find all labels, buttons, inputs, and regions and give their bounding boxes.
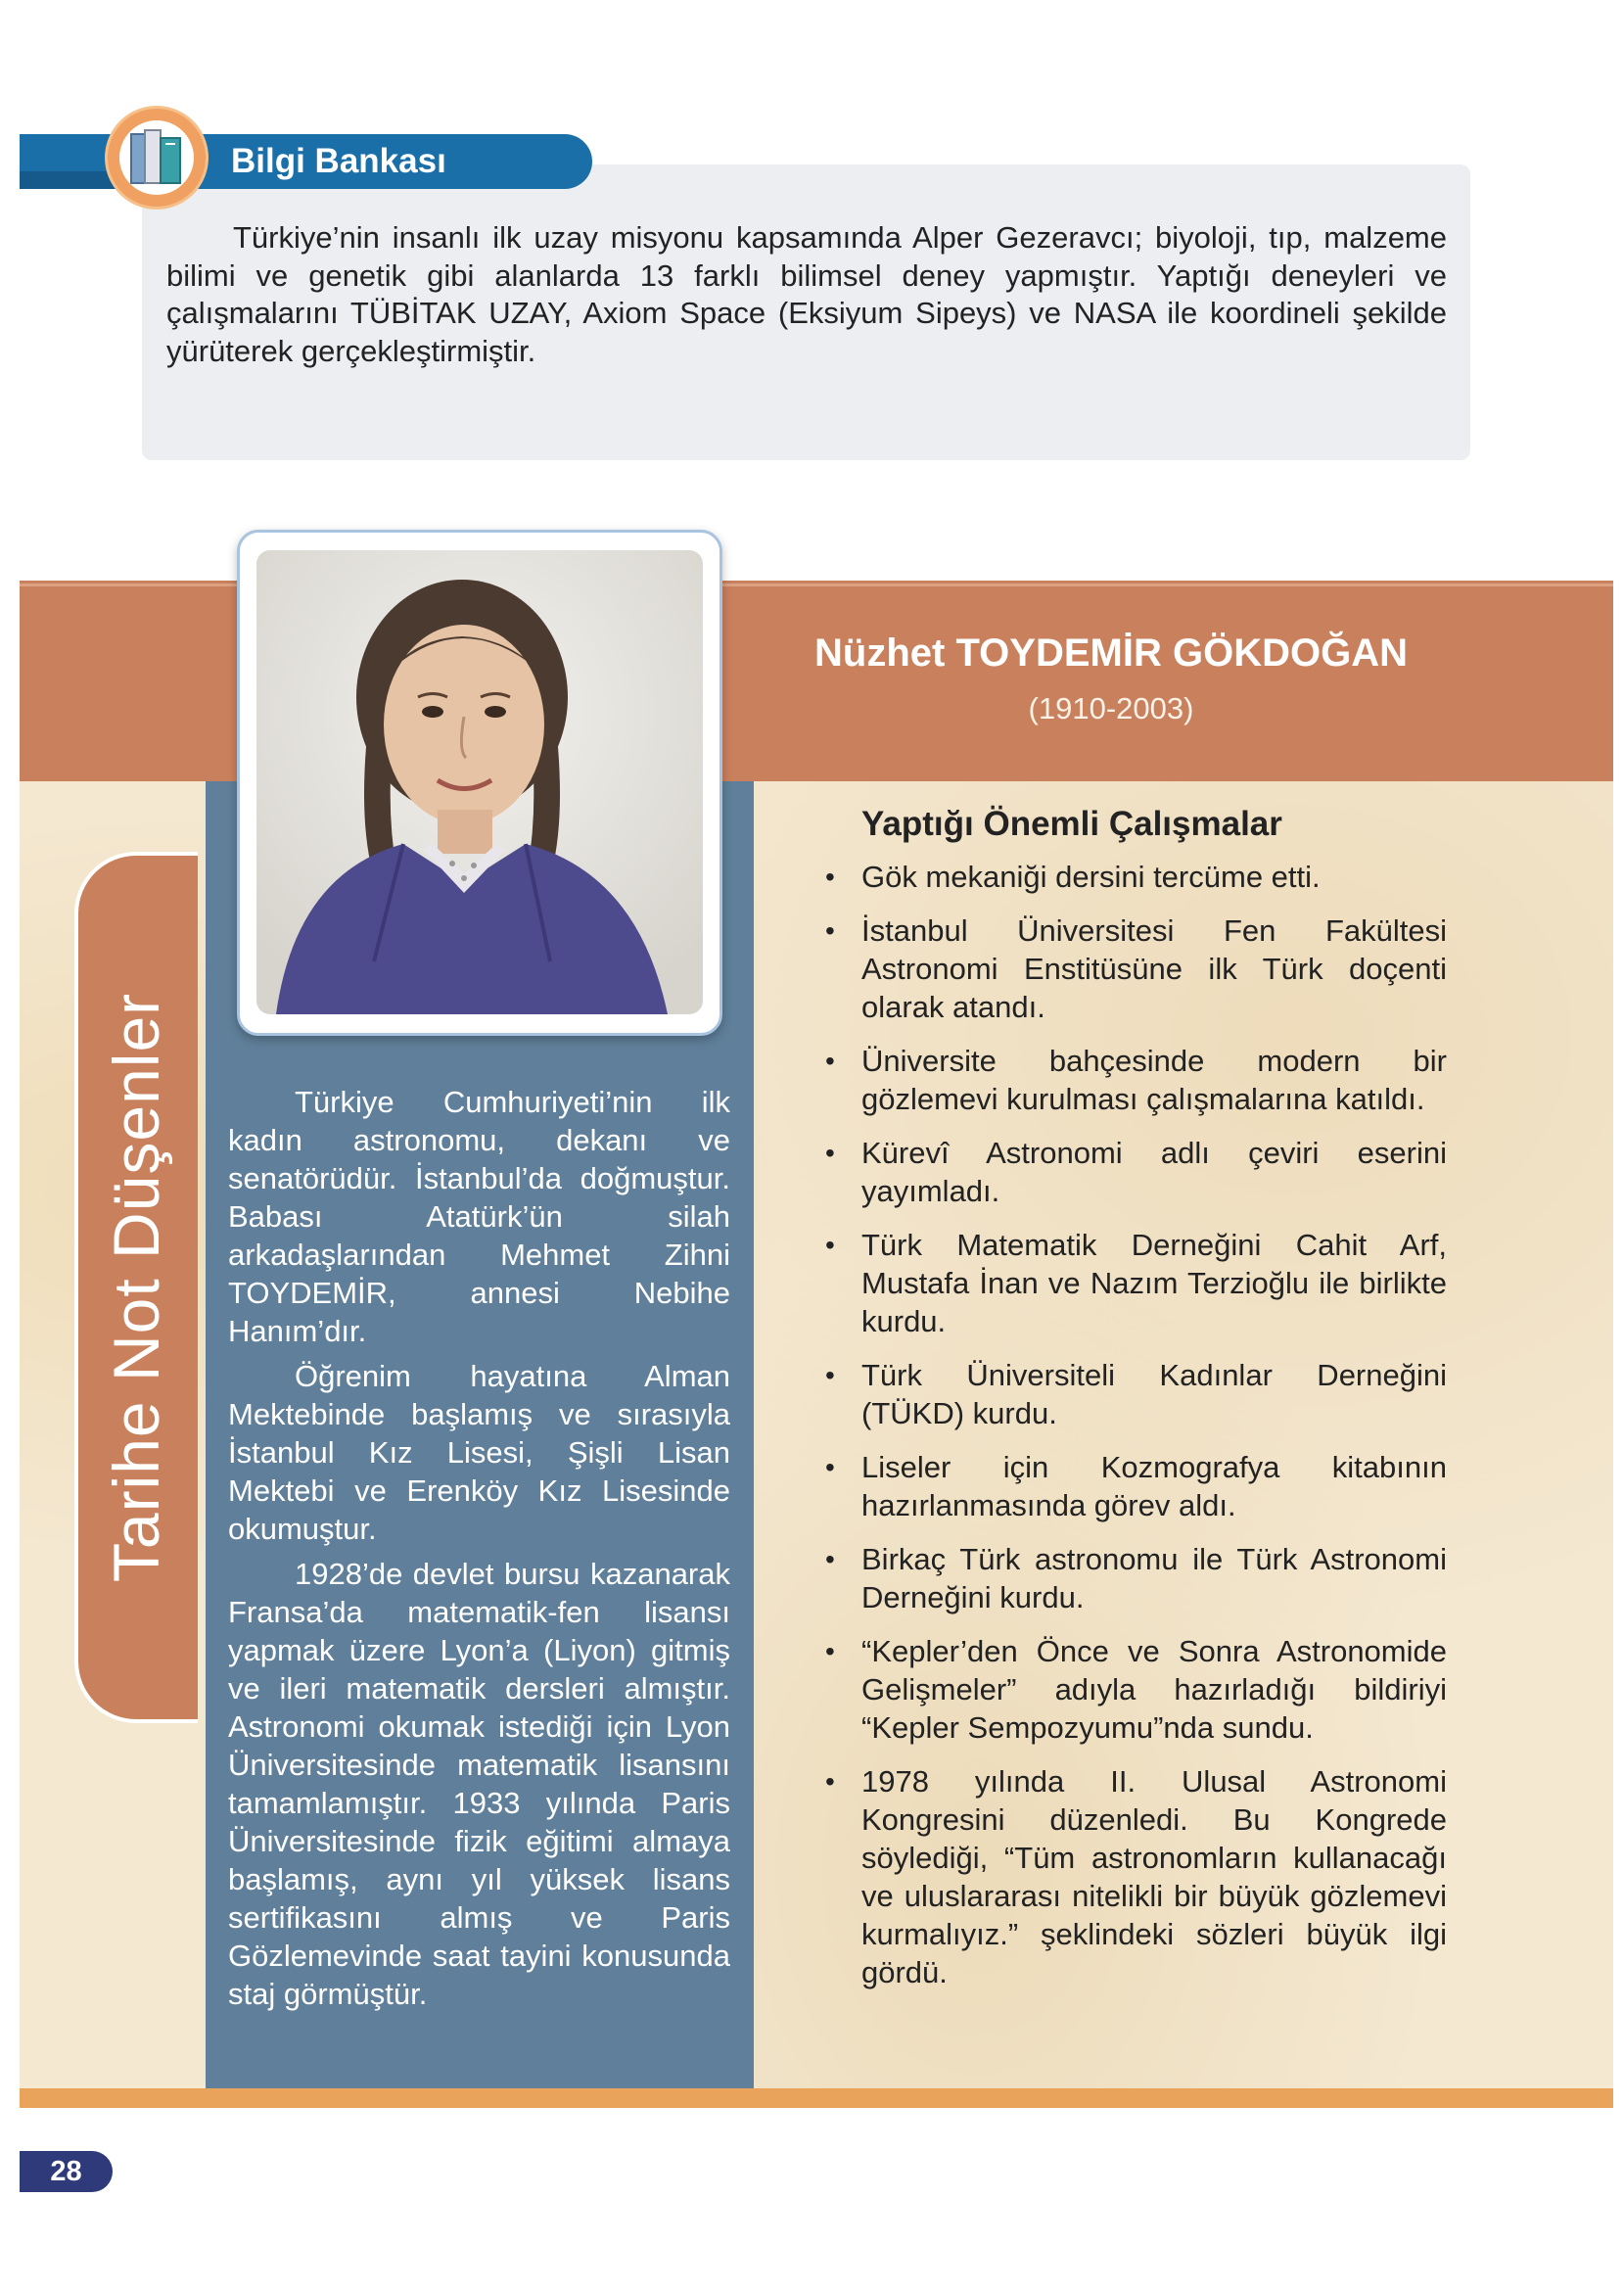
list-item: • Üniversite bahçesinde modern bir gözlemevi kurulması çalışmalarına katıldı. [817,1042,1447,1118]
list-item: • 1978 yılında II. Ulusal Astronomi Kongresini düzenledi. Bu Kongrede söylediği, “Tüm astronomların kullanacağı ve uluslararası nitelikli bir büyük gözlemevi kurmalıyız.” şeklindeki sözleri büyük ilgi gördü. [817,1762,1447,1991]
list-item: • İstanbul Üniversitesi Fen Fakültesi Astronomi Enstitüsüne ilk Türk doçenti olarak atandı. [817,912,1447,1026]
person-name: Nüzhet TOYDEMİR GÖKDOĞAN [814,631,1408,675]
portrait-image [256,550,703,1014]
list-item: • “Kepler’den Önce ve Sonra Astronomide Gelişmeler” adıyla hazırladığı bildiriyi “Kepler Sempozyumu”nda sundu. [817,1632,1447,1747]
page-number: 28 [20,2151,113,2192]
info-header-title: Bilgi Bankası [231,142,446,180]
bottom-accent-bar [20,2088,1613,2108]
bio-paragraph: 1928’de devlet bursu kazanarak Fransa’da matematik-fen lisansı yapmak üzere Lyon’a (Liyon) gitmiş ve ileri matematik dersleri almıştır. Astronomi okumak istediği için Lyon Üniversitesinde matematik lisansını tamamlamıştır. 1933 yılında Paris Üniversitesinde fizik eğitimi almaya başlamış, aynı yıl yüksek lisans sertifikasını almış ve Paris Gözlemevinde saat tayini konusunda staj görmüştür. [228,1557,730,2011]
books-icon [105,106,209,210]
person-dates: (1910-2003) [1028,691,1194,725]
list-item: • Türk Matematik Derneğini Cahit Arf, Mustafa İnan ve Nazım Terzioğlu ile birlikte kurdu. [817,1226,1447,1340]
bio-paragraph: Öğrenim hayatına Alman Mektebinde başlamış ve sırasıyla İstanbul Kız Lisesi, Şişli Lisan Mektebi ve Erenköy Kız Lisesinde okumuştur. [228,1359,730,1546]
works-list [817,858,1447,2007]
list-item: • Türk Üniversiteli Kadınlar Derneğini (TÜKD) kurdu. [817,1356,1447,1432]
bio-text [228,1083,730,2020]
list-item: • Liseler için Kozmografya kitabının hazırlanmasında görev aldı. [817,1448,1447,1524]
list-item: • Gök mekaniği dersini tercüme etti. [817,858,1447,896]
side-tab-title: Tarihe Not Düşenler [100,992,172,1583]
list-item: • Birkaç Türk astronomu ile Türk Astronomi Derneğini kurdu. [817,1540,1447,1616]
list-item: • Kürevî Astronomi adlı çeviri eserini yayımladı. [817,1134,1447,1210]
info-text: Türkiye’nin insanlı ilk uzay misyonu kapsamında Alper Gezeravcı; biyoloji, tıp, malzeme bilimi ve genetik gibi alanlarda 13 farklı bilimsel deney yapmıştır. Yaptığı deneyleri ve çalışmalarını TÜBİTAK UZAY, Axiom Space (Eksiyum Sipeys) ve NASA ile koordineli şekilde yürüterek gerçekleştirmiştir. [166,220,1447,368]
works-title: Yaptığı Önemli Çalışmalar [861,805,1282,843]
bio-paragraph: Türkiye Cumhuriyeti’nin ilk kadın astronomu, dekanı ve senatörüdür. İstanbul’da doğmuştur. Babası Atatürk’ün silah arkadaşlarından Mehmet Zihni TOYDEMİR, annesi Nebihe Hanım’dır. [228,1085,730,1348]
